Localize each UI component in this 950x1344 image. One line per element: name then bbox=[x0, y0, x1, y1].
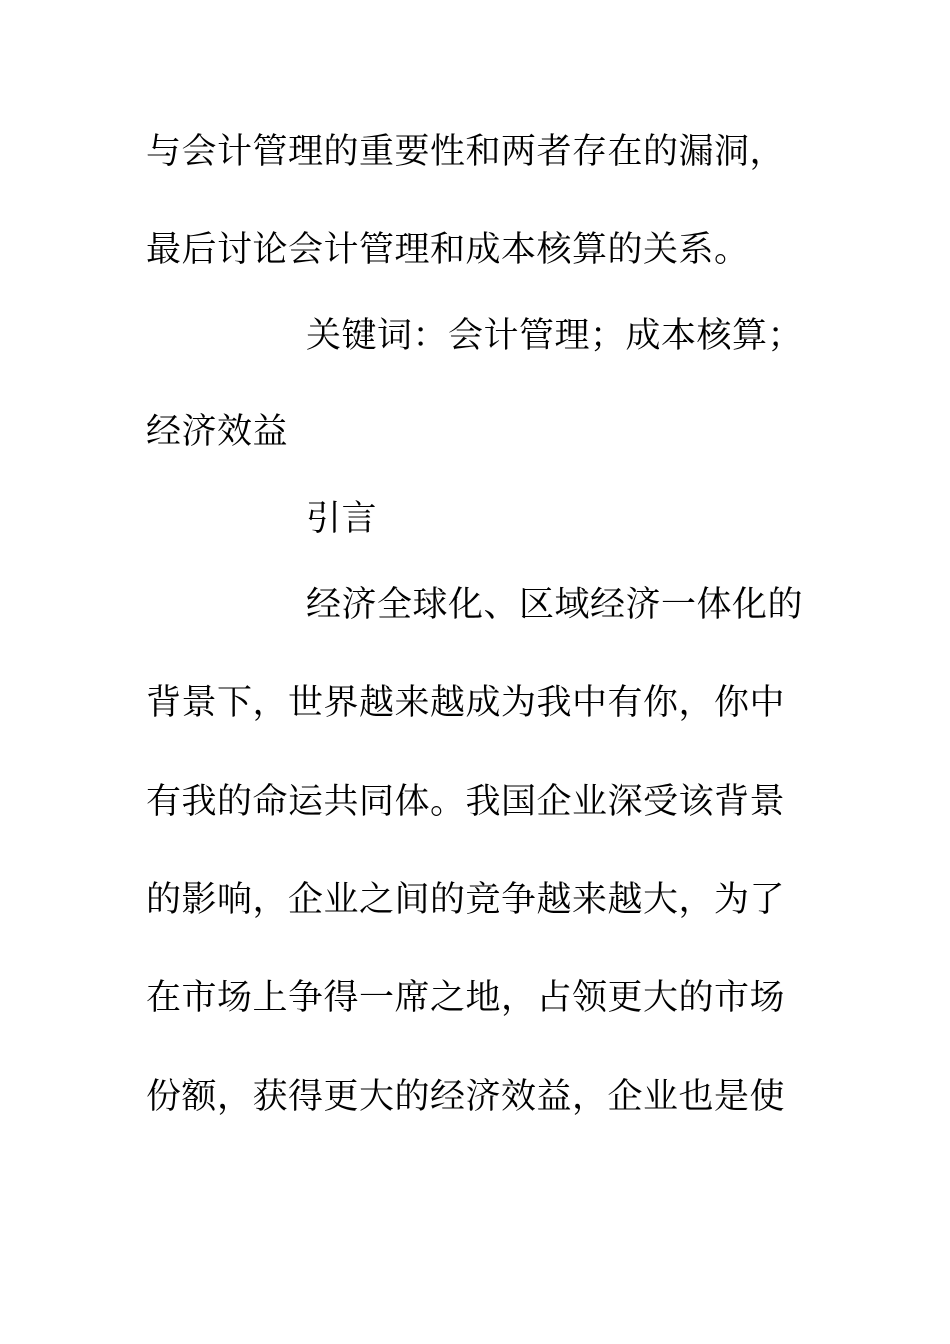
keywords-continuation: 经济效益 bbox=[146, 412, 289, 452]
paragraph-line-3: 有我的命运共同体。我国企业深受该背景 bbox=[146, 782, 786, 822]
keywords-line: 关键词：会计管理；成本核算； bbox=[306, 316, 804, 356]
paragraph-line-5: 在市场上争得一席之地，占领更大的市场 bbox=[146, 978, 786, 1018]
paragraph-line-1: 经济全球化、区域经济一体化的 bbox=[306, 585, 804, 625]
paragraph-line-4: 的影响，企业之间的竞争越来越大，为了 bbox=[146, 880, 786, 920]
paragraph-line-2: 背景下，世界越来越成为我中有你，你中 bbox=[146, 683, 786, 723]
text-line-2: 最后讨论会计管理和成本核算的关系。 bbox=[146, 230, 750, 270]
paragraph-line-6: 份额，获得更大的经济效益，企业也是使 bbox=[146, 1077, 786, 1117]
section-heading-introduction: 引言 bbox=[306, 499, 378, 539]
text-line-1: 与会计管理的重要性和两者存在的漏洞， bbox=[146, 132, 786, 172]
